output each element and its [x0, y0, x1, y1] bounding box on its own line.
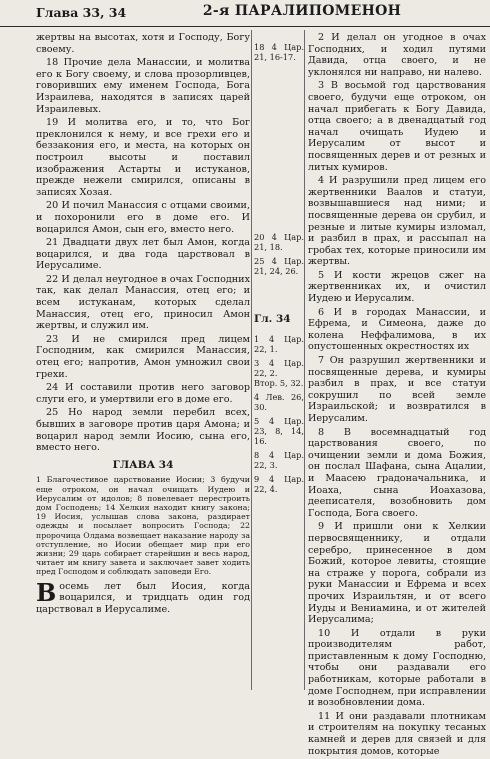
cross-ref: Втор. 5, 32.: [254, 378, 304, 388]
verse-paragraph: 23 И не смирился пред лицем Господним, как смирился Манассия, отец его; напротив, Амон умножил свои грехи.: [36, 333, 250, 380]
verse-paragraph: 24 И составили против него заговор слуги его, и умертвили его в доме его.: [36, 382, 250, 405]
verse-paragraph: 7 Он разрушил жертвенники и посвященные дерева, и кумиры разбил в прах, и все статуи сокрушил по всей земле Израильской; и возвратился в Иерусалим.: [308, 355, 486, 424]
verse-paragraph: 25 Но народ земли перебил всех, бывших в заговоре против царя Амона; и воцарил народ земли Иосию, сына его, вместо него.: [36, 407, 250, 454]
chapter-range: Глава 33, 34: [36, 5, 127, 20]
verse-paragraph: 8 В восемнадцатый год царствования своего, по очищении земли и дома Божия, он послал Шафана, сына Ацалии, и Маасею градоначальника, и Иоаха, сына Иоахазова, дееписателя, возобновить дом Господа, Бога своего.: [308, 426, 486, 519]
verse-paragraph: жертвы на высотах, хотя и Господу, Богу своему.: [36, 32, 250, 55]
verse-paragraph: 22 И делал неугодное в очах Господних так, как делал Манассия, отец его; и всем истуканам, которых сделал Манассия, отец его, приносил Амон жертвы, и служил им.: [36, 273, 250, 332]
right-text-column: [308, 32, 486, 759]
cross-ref-group: [254, 232, 304, 276]
cross-ref: 3 4 Цар. 22, 2.: [254, 358, 304, 378]
chapter-heading: ГЛАВА 34: [112, 458, 174, 471]
column-divider-left: [251, 30, 252, 690]
left-text-column: [36, 32, 250, 617]
verse-paragraph: 5 И кости жрецов сжег на жертвенниках их, и очистил Иудею и Иерусалим.: [308, 269, 486, 305]
verse-paragraph: 20 И почил Манассия с отцами своими, и похоронили его в доме его. И воцарился Амон, сын его, вместо него.: [36, 200, 250, 235]
cross-ref: 18 4 Цар. 21, 16-17.: [254, 42, 304, 62]
cross-ref-group: [254, 42, 304, 62]
column-divider-right: [304, 30, 305, 690]
cross-ref-group: [254, 334, 304, 494]
verse-paragraph: 2 И делал он угодное в очах Господних, и ходил путями Давида, отца своего, и не уклонялся ни направо, ни налево.: [308, 32, 486, 78]
verse-paragraph: 21 Двадцати двух лет был Амон, когда воцарился, и два года царствовал в Иерусалиме.: [36, 237, 250, 272]
cross-ref: 8 4 Цар. 22, 3.: [254, 450, 304, 470]
chapter-summary: 1 Благочестивое царствование Иосии; 3 будучи еще отроком, он начал очищать Иудею и Иерусалим от идолов; 8 повелевает перестроить дом Господень; 14 Хелкия находит книгу закона; 19 Иосия, услышав слова закона, раздирает одежды и посылает вопросить Господа; 22 пророчица Олдама возвещает наказание народу за отступление, но Иосии обещает мир при его жизни; 29 царь собирает старейшин и весь народ, читает им книгу завета и заключает завет ходить пред Господом и соблюдать заповеди Его.: [36, 475, 250, 577]
verse-paragraph: 3 В восьмой год царствования своего, будучи еще отроком, он начал прибегать к Богу Давида, отца своего; а в двенадцатый год начал очищать Иудею и Иерусалим от высот и посвященных дерев и от резных и литых кумиров.: [308, 80, 486, 173]
verse-paragraph: 6 И в городах Манассии, и Ефрема, и Симеона, даже до колена Неффалимова, в их опустошенных окрестностях их: [308, 306, 486, 353]
drop-cap: В: [36, 577, 57, 607]
verse-paragraph: 18 Прочие дела Манассии, и молитва его к Богу своему, и слова прозорливцев, говоривших ему именем Господа, Бога Израилева, находятся в записях царей Израилевых.: [36, 57, 250, 115]
verse-paragraph: 4 И разрушили пред лицем его жертвенники Ваалов и статуи, возвышавшиеся над ними; и посвященные дерева он срубил, и резные и литые кумиры изломал, и разбил в прах, и рассыпал на гробах тех, которые приносили им жертвы.: [308, 175, 486, 268]
verse-paragraph: 19 И молитва его, и то, что Бог преклонился к нему, и все грехи его и беззакония его, и места, на которых он построил высоты и поставил изображения Астарты и истуканов, прежде нежели смирился, описаны в записях Хозая.: [36, 117, 250, 198]
verse-paragraph: 9 И пришли они к Хелкии первосвященнику, и отдали серебро, принесенное в дом Божий, которое левиты, стоящие на страже у порога, собрали из руки Манассии и Ефрема и всех прочих Израильтян, и от всего Иуды и Вениамина, и от жителей Иерусалима;: [308, 521, 486, 626]
opening-verse-text: осемь лет был Иосия, когда воцарился, и тридцать один год царствовал в Иерусалиме.: [36, 580, 250, 615]
cross-ref: 1 4 Цар. 22, 1.: [254, 334, 304, 354]
book-title: 2-я ПАРАЛИПОМЕНОН: [202, 3, 402, 19]
chapter-opening-verse: [36, 577, 250, 616]
verse-paragraph: 10 И отдали в руки производителям работ, приставленным к дому Господню, чтобы они раздавали его работникам, которые работали в доме Господнем, при исправлении и возобновлении дома.: [308, 627, 486, 709]
cross-ref: 9 4 Цар. 22, 4.: [254, 474, 304, 494]
running-header: [0, 0, 490, 27]
cross-ref: 4 Лев. 26, 30.: [254, 392, 304, 412]
chapter-ref-label: Гл. 34: [254, 313, 291, 325]
cross-ref: 20 4 Цар. 21, 18.: [254, 232, 304, 252]
cross-ref: 5 4 Цар. 23, 8, 14, 16.: [254, 416, 304, 446]
cross-ref: 25 4 Цар. 21, 24, 26.: [254, 256, 304, 276]
verse-paragraph: 11 И они раздавали плотникам и строителям на покупку тесаных камней и дерев для связей и для покрытия домов, которые: [308, 710, 486, 757]
